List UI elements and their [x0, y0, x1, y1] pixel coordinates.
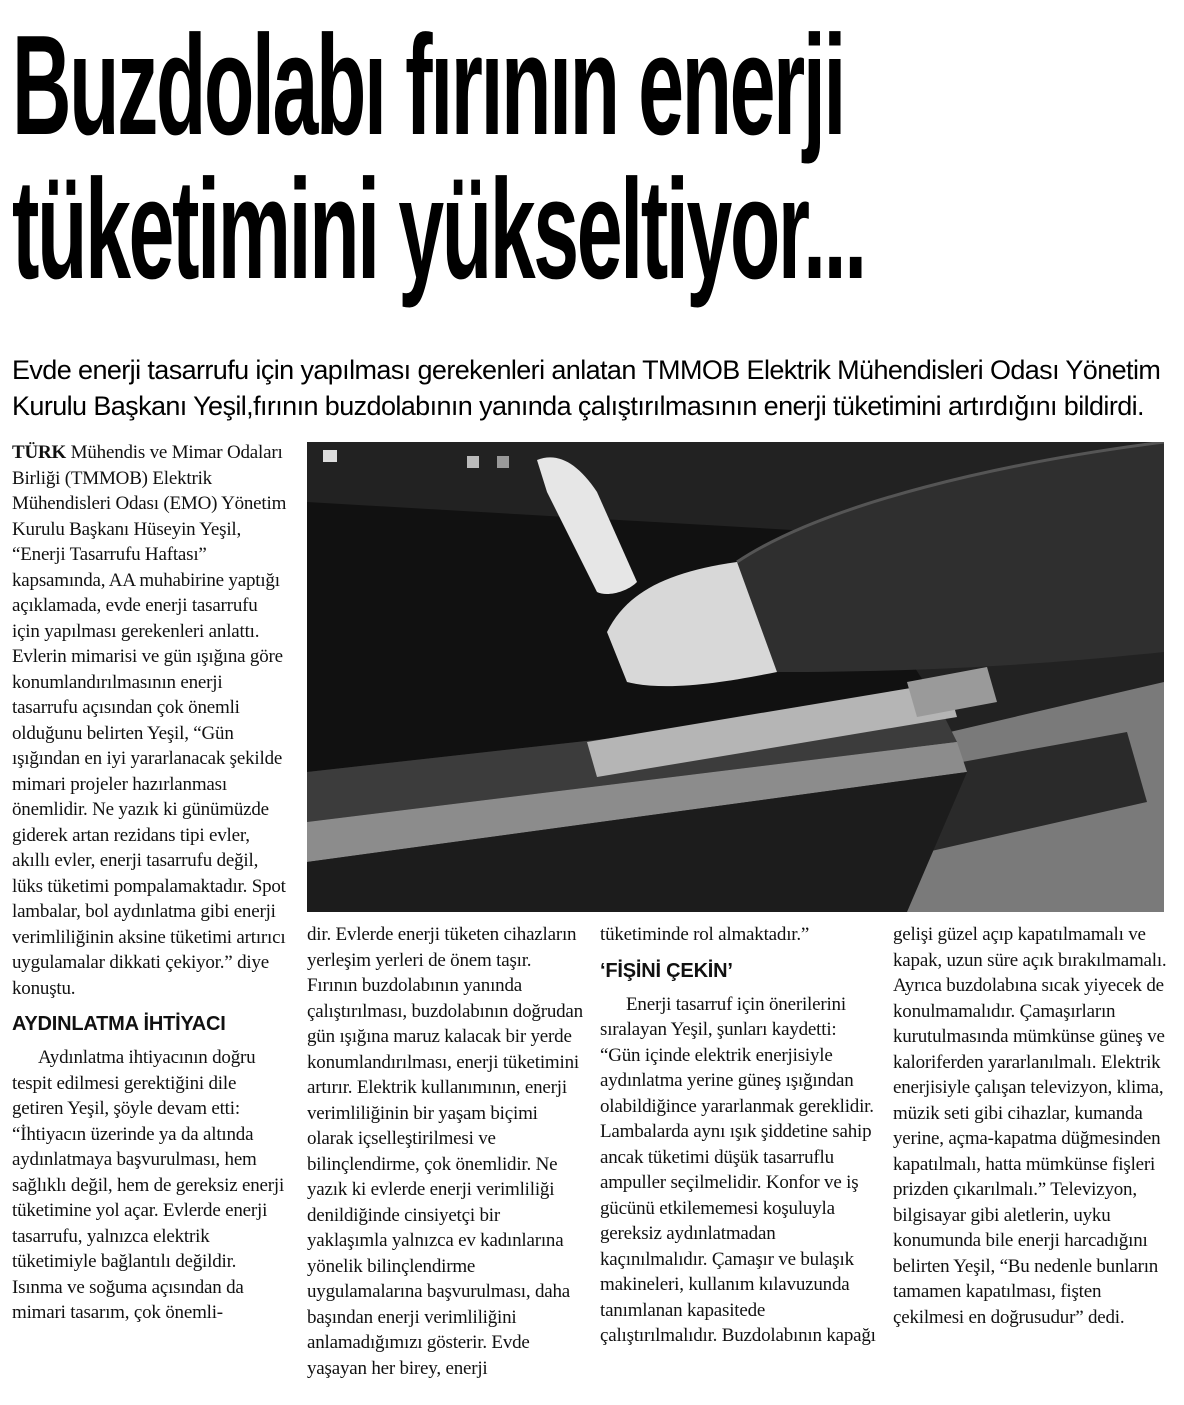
column-3 — [600, 922, 876, 1349]
subhead-aydinlatma: AYDINLATMA İHTİYACI — [12, 1013, 226, 1035]
article-photo — [307, 442, 1164, 912]
lead-paragraph — [12, 440, 288, 1001]
subhead-fisini-cekin: ‘FİŞİNİ ÇEKİN’ — [600, 959, 733, 982]
paragraph-col2: dir. Evlerde enerji tüketen cihazların yerleşim yerleri de önem taşır. Fırının buzdolabının yanında çalıştırılması, buzdolabının doğrudan gün ışığına maruz kalacak bir yerde konumlandırılması, enerji tüketimini artırır. Elektrik kullanımının, enerji verimliliğinin bir yaşam biçimi olarak içselleştirilmesi ve bilinçlendirme, çok önemlidir. Ne yazık ki evlerde enerji verimliliği denildiğinde cinsiyetçi bir yaklaşımla yalnızca ev kadınlarına yönelik bilinçlendirme uygulamalarına başvurulması, daha başından enerji verimliliğini anlamadığımızı gösterir. Evde yaşayan her birey, enerji — [307, 924, 583, 1379]
agency-label: TÜRK — [12, 442, 67, 463]
paragraph-col4: gelişi güzel açıp kapatılmamalı ve kapak, uzun süre açık bırakılmamalı. Ayrıca buzdolabına sıcak yiyecek de konulmamalıdır. Çamaşırların kurutulmasında mümkünse güneş ve kaloriferden yararlanılmalı. Elektrik enerjisiyle çalışan televizyon, klima, müzik seti gibi cihazlar, kumanda yerine, açma-kapatma düğmesinden kapatılmalı, hatta mümkünse fişleri prizden çıkarılmalı.” Televizyon, bilgisayar gibi aletlerin, uyku konumunda bile enerji harcadığını belirten Yeşil, “Bu nedenle bunların tamamen kapatılması, fişten çekilmesi en doğrusudur” dedi. — [893, 924, 1167, 1328]
headline-line-1: Buzdolabı fırının enerji — [12, 6, 845, 165]
headline-line-2: tüketimini yükseltiyor... — [12, 150, 865, 309]
column-2 — [307, 922, 583, 1381]
headline — [12, 6, 865, 309]
paragraph-aydinlatma: Aydınlatma ihtiyacının doğru tespit edilmesi gerektiğini dile getiren Yeşil, şöyle devam etti: “İhtiyacın üzerinde ya da altında aydınlatmaya başvurulması, hem sağlıklı değil, hem de gereksiz enerji tüketimine yol açar. Evlerde enerji tasarrufu, yalnızca elektrik tüketimiyle bağlantılı değildir. Isınma ve soğuma açısından da mimari tasarım, çok önemli- — [12, 1047, 285, 1323]
paragraph-col3-top: tüketiminde rol almaktadır.” — [600, 924, 810, 945]
lead-text: Mühendis ve Mimar Odaları Birliği (TMMOB) Elektrik Mühendisleri Odası (EMO) Yönetim Kurulu Başkanı Hüseyin Yeşil, “Enerji Tasarrufu Haftası” kapsamında, AA muhabirine yaptığı açıklamada, evde enerji tasarrufu için yapılması gerekenleri anlattı. Evlerin mimarisi ve gün ışığına göre konumlandırılmasının enerji tasarrufu açısından çok önemli olduğunu belirten Yeşil, “Gün ışığından en iyi yararlanacak şekilde mimari projeler hazırlanması önemlidir. Ne yazık ki günümüzde giderek artan rezidans tipi evler, akıllı evler, enerji tasarrufu değil, lüks tüketimi pompalamaktadır. Spot lambalar, bol aydınlatma gibi enerji verimliliğinin aksine tüketimi artırıcı uygulamalar dikkati çekiyor.” diye konuştu. — [12, 442, 287, 999]
standfirst: Evde enerji tasarrufu için yapılması gerekenleri anlatan TMMOB Elektrik Mühendisleri Odası Yönetim Kurulu Başkanı Yeşil,fırının buzdolabının yanında çalıştırılmasının enerji tüketimini artırdığını bildirdi. — [12, 355, 1161, 421]
paragraph-col3: Enerji tasarruf için önerilerini sıralayan Yeşil, şunları kaydetti: “Gün içinde elektrik enerjisiyle aydınlatma yerine güneş ışığından olabildiğince yararlanmak gereklidir. Lambalarda aynı ışık şiddetine sahip ancak tüketimi düşük tasarruflu ampuller seçilmelidir. Konfor ve iş gücünü etkilememesi koşuluyla gereksiz aydınlatmadan kaçınılmalıdır. Çamaşır ve bulaşık makineleri, kullanım kılavuzunda tanımlanan kapasitede çalıştırılmalıdır. Buzdolabının kapağı — [600, 993, 876, 1346]
column-4 — [893, 922, 1169, 1330]
oven-photo-illustration — [307, 442, 1164, 912]
column-1 — [12, 440, 288, 1326]
